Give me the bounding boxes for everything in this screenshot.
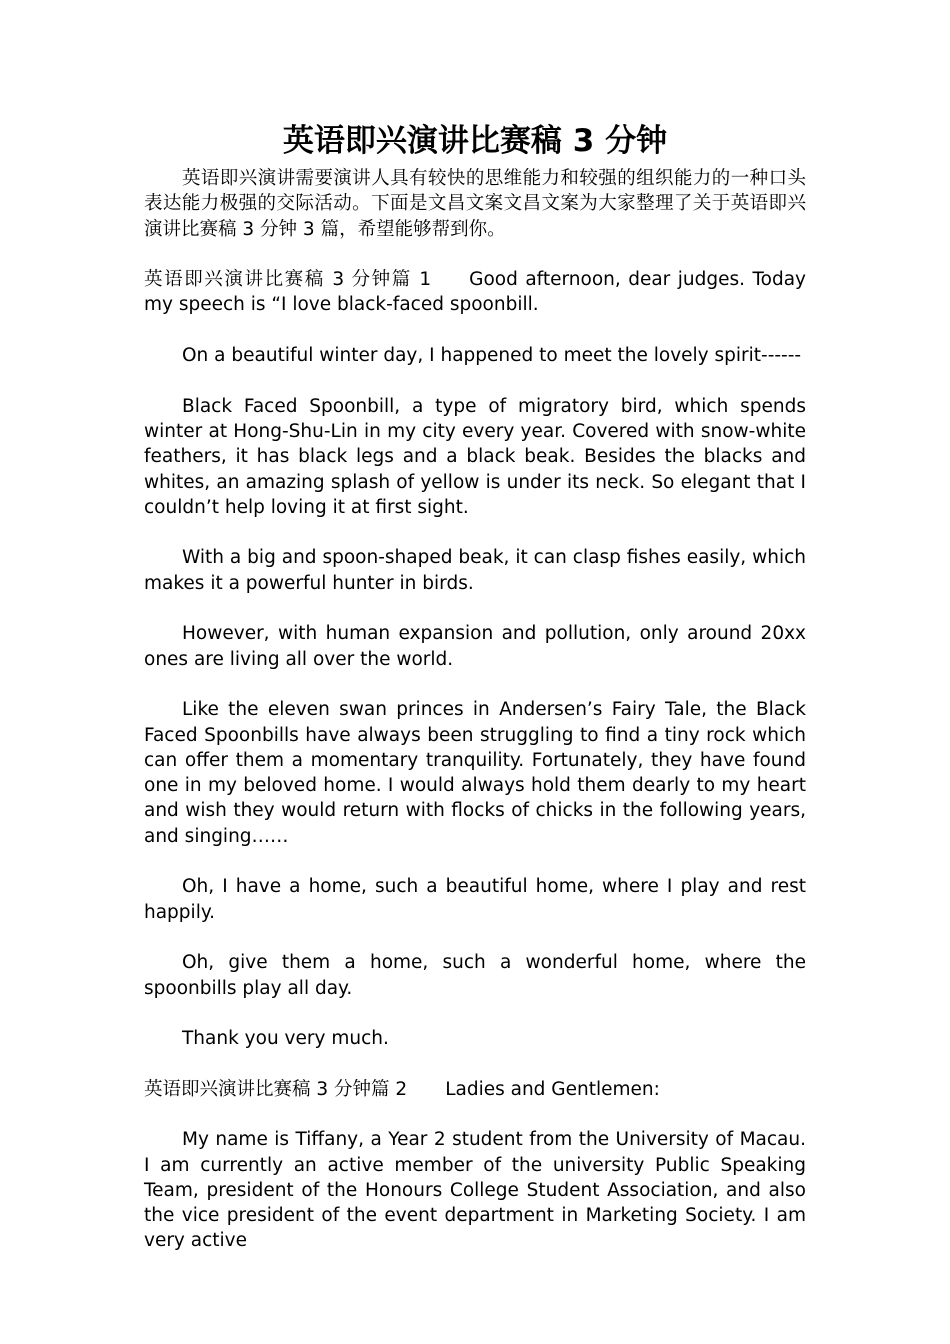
section2-paragraph: My name is Tiffany, a Year 2 student from the University of Macau. I am currently an active member of the university Public Speaking Team, president of the Honours College Student Association, and also the vice president of the event department in Marketing Society. I am very active bbox=[144, 1129, 806, 1252]
section1-paragraph: With a big and spoon-shaped beak, it can clasp fishes easily, which makes it a powerful hunter in birds. bbox=[144, 547, 806, 594]
section1-heading: 英语即兴演讲比赛稿 3 分钟篇 1 bbox=[144, 269, 432, 291]
section2-heading-line bbox=[144, 1077, 806, 1102]
section2-first-line: Ladies and Gentlemen: bbox=[445, 1078, 660, 1100]
section1-paragraph: Oh, I have a home, such a beautiful home, where I play and rest happily. bbox=[144, 876, 806, 923]
section1-paragraph: Black Faced Spoonbill, a type of migratory bird, which spends winter at Hong-Shu-Lin in my city every year. Covered with snow-white feathers, it has black legs and a black beak. Besides the blacks and whites, an amazing splash of yellow is under its neck. So elegant that I couldn’t help loving it at first sight. bbox=[144, 395, 806, 518]
section1-paragraph: However, with human expansion and pollution, only around 20xx ones are living all over the world. bbox=[144, 623, 806, 670]
document-title: 英语即兴演讲比赛稿 3 分钟 bbox=[282, 123, 668, 159]
section1-paragraph: Like the eleven swan princes in Andersen’s Fairy Tale, the Black Faced Spoonbills have always been struggling to find a tiny rock which can offer them a momentary tranquility. Fortunately, they have found one in my beloved home. I would always hold them dearly to my heart and wish they would return with flocks of chicks in the following years, and singing…… bbox=[144, 699, 806, 847]
section2-heading: 英语即兴演讲比赛稿 3 分钟篇 2 bbox=[144, 1078, 408, 1100]
section1-paragraph: Oh, give them a home, such a wonderful home, where the spoonbills play all day. bbox=[144, 952, 806, 999]
intro-paragraph: 英语即兴演讲需要演讲人具有较快的思维能力和较强的组织能力的一种口头表达能力极强的交际活动。下面是文昌文案文昌文案为大家整理了关于英语即兴演讲比赛稿 3 分钟 3 篇，希望能够帮到你。 bbox=[144, 168, 806, 240]
section1-paragraph: Thank you very much. bbox=[182, 1028, 389, 1050]
section1-paragraph: On a beautiful winter day, I happened to meet the lovely spirit------ bbox=[182, 345, 802, 367]
document-body bbox=[144, 166, 806, 1279]
section1-first-line: Good afternoon, dear judges. Today my speech is “I love black-faced spoonbill. bbox=[144, 269, 806, 316]
section1-heading-line bbox=[144, 267, 806, 318]
